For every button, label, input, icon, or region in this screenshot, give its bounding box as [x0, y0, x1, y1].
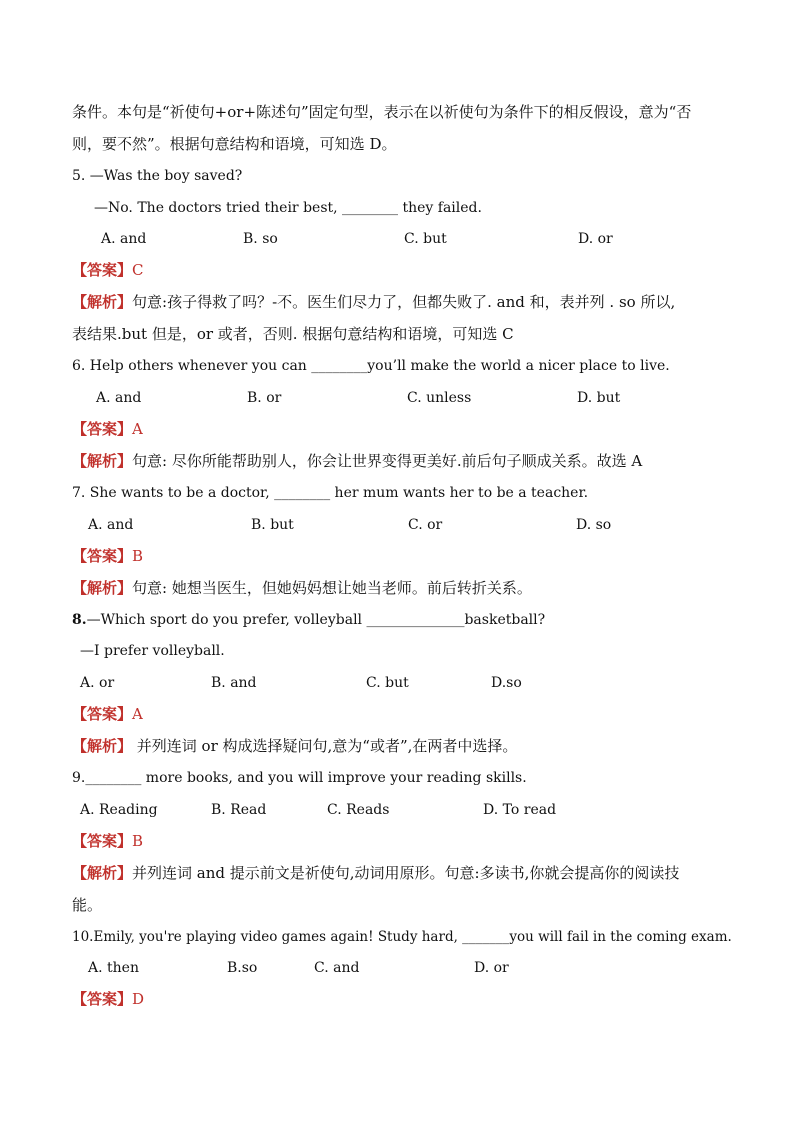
- q8-option-d: D.so: [491, 675, 522, 691]
- question-text: —Which sport do you prefer, volleyball ______________basketball?: [86, 612, 546, 628]
- q5-option-d: D. or: [578, 231, 613, 247]
- answer-value: A: [132, 705, 143, 723]
- q7-option-d: D. so: [576, 517, 612, 533]
- q10-option-b: B.so: [227, 960, 258, 976]
- q6-option-a: A. and: [96, 390, 142, 406]
- answer-tag: 【答案】: [72, 420, 133, 438]
- q8-analysis: [72, 735, 734, 757]
- question-8-stem-2: —I prefer volleyball.: [80, 643, 225, 659]
- question-9-stem: 9.________ more books, and you will improve your reading skills.: [72, 770, 527, 786]
- q9-option-d: D. To read: [483, 802, 557, 818]
- intro-line-2: 则，要不然”。根据句意结构和语境，可知选 D。: [72, 135, 397, 153]
- answer-value: C: [132, 261, 144, 279]
- q7-analysis: [72, 577, 734, 599]
- question-5-stem-2: —No. The doctors tried their best, ________ they failed.: [94, 200, 482, 216]
- answer-value: A: [132, 420, 143, 438]
- q9-analysis-2: 能。: [72, 896, 103, 914]
- q5-analysis: [72, 291, 734, 313]
- q6-analysis: [72, 450, 734, 472]
- q10-option-a: A. then: [88, 960, 139, 976]
- answer-tag: 【答案】: [72, 547, 133, 565]
- q9-analysis: [72, 862, 734, 884]
- q7-option-c: C. or: [408, 517, 443, 533]
- question-6-stem: 6. Help others whenever you can ________you’ll make the world a nicer place to live.: [72, 358, 670, 374]
- intro-line-1: 条件。本句是“祈使句+or+陈述句”固定句型，表示在以祈使句为条件下的相反假设，意为“否: [72, 103, 692, 121]
- q8-option-a: A. or: [80, 675, 115, 691]
- q8-answer: [72, 703, 734, 725]
- analysis-tag: 【解析】: [72, 737, 133, 755]
- analysis-text: 句意:孩子得救了吗？-不。医生们尽力了，但都失败了. and 和，表并列 . so 所以,: [132, 293, 676, 311]
- q9-option-b: B. Read: [211, 802, 267, 818]
- q10-answer: [72, 988, 734, 1010]
- question-8-stem: [72, 609, 734, 631]
- question-5-stem: 5. —Was the boy saved?: [72, 168, 243, 184]
- analysis-tag: 【解析】: [72, 864, 133, 882]
- q5-option-c: C. but: [404, 231, 447, 247]
- q6-option-c: C. unless: [407, 390, 472, 406]
- analysis-tag: 【解析】: [72, 579, 133, 597]
- q7-answer: [72, 545, 734, 567]
- analysis-text: 句意: 她想当医生，但她妈妈想让她当老师。前后转折关系。: [132, 579, 532, 597]
- q8-option-c: C. but: [366, 675, 409, 691]
- answer-value: D: [132, 990, 145, 1008]
- q6-option-d: D. but: [577, 390, 621, 406]
- q5-option-b: B. so: [243, 231, 278, 247]
- answer-tag: 【答案】: [72, 832, 133, 850]
- question-number: 8.: [72, 612, 87, 628]
- q9-option-c: C. Reads: [327, 802, 390, 818]
- q7-option-a: A. and: [88, 517, 134, 533]
- analysis-text: 并列连词 and 提示前文是祈使句,动词用原形。句意:多读书,你就会提高你的阅读技: [132, 864, 680, 882]
- q6-answer: [72, 418, 734, 440]
- q9-option-a: A. Reading: [80, 802, 158, 818]
- question-10-stem: 10.Emily, you're playing video games again! Study hard, _______you will fail in the coming exam.: [72, 929, 732, 945]
- q6-option-b: B. or: [247, 390, 282, 406]
- q5-answer: [72, 259, 734, 281]
- q5-analysis-2: 表结果.but 但是，or 或者，否则. 根据句意结构和语境，可知选 C: [72, 325, 514, 343]
- q10-option-d: D. or: [474, 960, 509, 976]
- answer-value: B: [132, 547, 144, 565]
- answer-tag: 【答案】: [72, 705, 133, 723]
- analysis-tag: 【解析】: [72, 293, 133, 311]
- answer-value: B: [132, 832, 144, 850]
- analysis-text: 句意: 尽你所能帮助别人，你会让世界变得更美好.前后句子顺成关系。故选 A: [132, 452, 643, 470]
- q5-option-a: A. and: [101, 231, 147, 247]
- q7-option-b: B. but: [251, 517, 294, 533]
- answer-tag: 【答案】: [72, 990, 133, 1008]
- q8-option-b: B. and: [211, 675, 257, 691]
- question-7-stem: 7. She wants to be a doctor, ________ her mum wants her to be a teacher.: [72, 485, 589, 501]
- analysis-text: 并列连词 or 构成选择疑问句,意为“或者”,在两者中选择。: [132, 737, 518, 755]
- q9-answer: [72, 830, 734, 852]
- analysis-tag: 【解析】: [72, 452, 133, 470]
- q10-option-c: C. and: [314, 960, 360, 976]
- answer-tag: 【答案】: [72, 261, 133, 279]
